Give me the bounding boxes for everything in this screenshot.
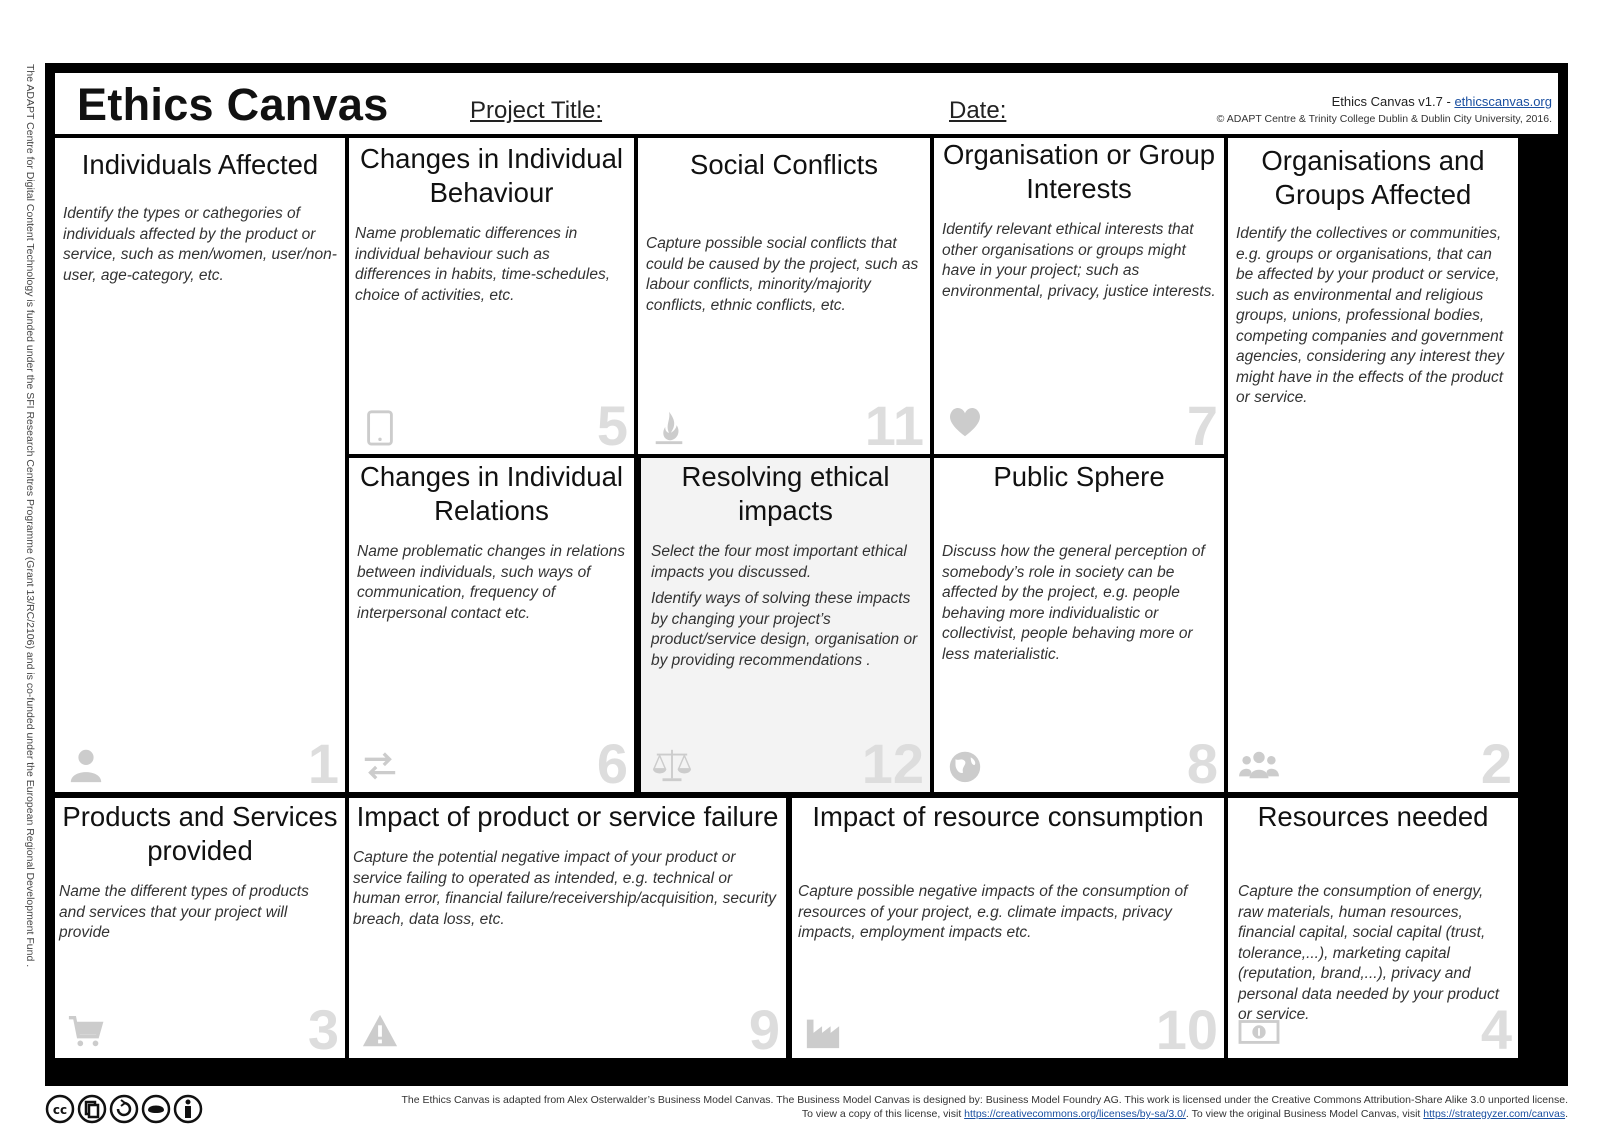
block-resolving-impacts[interactable] (641, 458, 930, 792)
block-description: Capture possible social conflicts that could be caused by the project, such as labour conflicts, minority/majority conflicts, ethnic conflicts, etc. (646, 235, 919, 314)
footer-text: . To view the original Business Model Canvas, visit (1185, 1108, 1424, 1120)
block-title: Organisations and Groups Affected (1261, 145, 1485, 210)
heart-icon (944, 402, 986, 440)
copyright-text: © ADAPT Centre & Trinity College Dublin & Dublin City University, 2016. (1216, 113, 1552, 125)
funding-note (22, 64, 36, 994)
block-title: Resolving ethical impacts (681, 461, 890, 526)
block-description: Capture the potential negative impact of your product or service failing to operated as intended, e.g. technical or human error, financial failure/receivership/acquisition, security breach, data loss, etc. (353, 849, 777, 928)
block-number: 5 (596, 394, 628, 454)
footer-text: To view a copy of this license, visit (801, 1108, 965, 1120)
block-number: 8 (1186, 732, 1218, 792)
block-description: Identify the collectives or communities, e.g. groups or organisations, that can be affected by your product or service, such as environmental and religious groups, unions, professional bodies, competing companies and government agencies, considering any interest they might have in the effects of the product or service. (1236, 225, 1504, 406)
fire-icon (648, 408, 690, 446)
block-products-services[interactable] (55, 798, 345, 1058)
block-product-failure[interactable] (349, 798, 786, 1058)
block-title: Individuals Affected (81, 149, 319, 180)
version-info (1332, 94, 1552, 109)
share-alike-icon (111, 1096, 137, 1122)
block-number: 4 (1480, 998, 1512, 1058)
scales-icon (651, 746, 693, 784)
project-title-label[interactable]: Project Title: (470, 97, 603, 124)
block-description-2: Identify ways of solving these impacts by changing your project’s product/service design, organisation or by providing recommendations . (651, 590, 918, 669)
block-number: 9 (748, 998, 780, 1058)
canvas-header (55, 73, 1558, 134)
block-title: Changes in Individual Relations (360, 461, 623, 526)
warning-icon (359, 1012, 401, 1050)
block-number: 11 (864, 394, 924, 454)
strategyzer-link[interactable]: https://strategyzer.com/canvas (1423, 1108, 1566, 1120)
exchange-icon (359, 746, 401, 784)
block-number: 6 (596, 732, 628, 792)
block-description: Capture the consumption of energy, raw materials, human resources, financial capital, social capital (trust, tolerance,...), marketing capital (reputation, brand,...), privacy and personal data needed by your product or service. (1238, 883, 1500, 1023)
block-group-interests[interactable] (934, 138, 1224, 454)
block-title: Changes in Individual Behaviour (360, 143, 623, 208)
block-description-1: Select the four most important ethical impacts you discussed. (651, 543, 907, 581)
block-changes-behaviour[interactable] (349, 138, 634, 454)
factory-icon (802, 1012, 844, 1050)
tablet-icon (359, 408, 401, 446)
block-title: Impact of resource consumption (812, 801, 1204, 832)
footer-line-2 (268, 1107, 1568, 1121)
money-icon (1238, 1012, 1280, 1050)
block-description: Identify relevant ethical interests that other organisations or groups might have in your project; such as environmental, privacy, justice interests. (942, 221, 1216, 300)
block-social-conflicts[interactable] (638, 138, 930, 454)
block-description: Discuss how the general perception of somebody’s role in society can be affected by the project, e.g. people behaving more individualistic or collectivist, people behaving more or less materialistic. (942, 543, 1205, 663)
block-number: 7 (1186, 394, 1218, 454)
globe-icon (944, 746, 986, 784)
block-title: Impact of product or service failure (356, 801, 779, 832)
block-description: Capture possible negative impacts of the consumption of resources of your project, e.g. climate impacts, privacy impacts, employment impacts etc. (798, 883, 1188, 941)
creative-commons-icons (45, 1094, 205, 1124)
block-title: Organisation or Group Interests (942, 139, 1216, 204)
cart-icon (65, 1012, 107, 1050)
license-footer (268, 1093, 1568, 1121)
group-icon (1238, 746, 1280, 784)
block-resource-consumption[interactable] (792, 798, 1224, 1058)
block-description: Name problematic changes in relations between individuals, such ways of communication, frequency of interpersonal contact etc. (357, 543, 625, 622)
block-groups-affected[interactable] (1228, 138, 1518, 792)
canvas-title: Ethics Canvas (77, 79, 389, 130)
footer-line-1: The Ethics Canvas is adapted from Alex Osterwalder’s Business Model Canvas. The Business Model Canvas is designed by: Business Model Foundry AG. This work is licensed under the Creative Commons Attribution-Share Alike 3.0 unported license. (401, 1094, 1568, 1106)
funding-note-text: The ADAPT Centre for Digital Content Technology is funded under the SFI Research Centres Programme (Grant 13/RC/2106) and is co-funded under the European Regional Development Fund . (24, 64, 36, 968)
block-number: 2 (1480, 732, 1512, 792)
person-icon (65, 746, 107, 784)
creative-commons-link[interactable]: https://creativecommons.org/licenses/by-sa/3.0/ (964, 1108, 1186, 1120)
block-title: Products and Services provided (62, 801, 338, 866)
block-description: Name problematic differences in individual behaviour such as differences in habits, time-schedules, choice of activities, etc. (355, 225, 611, 304)
ethics-canvas-frame (45, 63, 1568, 1086)
date-label[interactable]: Date: (949, 97, 1007, 124)
block-resources-needed[interactable] (1228, 798, 1518, 1058)
block-changes-relations[interactable] (349, 458, 634, 792)
footer-text: . (1565, 1108, 1568, 1120)
block-title: Social Conflicts (690, 149, 878, 180)
block-number: 3 (307, 998, 339, 1058)
block-title: Public Sphere (993, 461, 1165, 492)
ethicscanvas-link[interactable]: ethicscanvas.org (1454, 94, 1552, 109)
version-text: Ethics Canvas v1.7 - (1331, 94, 1455, 109)
svg-text:cc: cc (52, 1103, 68, 1117)
block-public-sphere[interactable] (934, 458, 1224, 792)
block-individuals-affected[interactable] (55, 138, 345, 792)
block-number: 10 (1155, 998, 1218, 1058)
block-description: Name the different types of products and services that your project will provide (59, 883, 309, 941)
block-number: 12 (861, 732, 924, 792)
block-number: 1 (307, 732, 339, 792)
attribution-copy-icon (79, 1096, 105, 1122)
block-title: Resources needed (1257, 801, 1489, 832)
block-description: Identify the types or cathegories of individuals affected by the product or service, such as men/women, user/non-user, age-category, etc. (63, 205, 337, 284)
